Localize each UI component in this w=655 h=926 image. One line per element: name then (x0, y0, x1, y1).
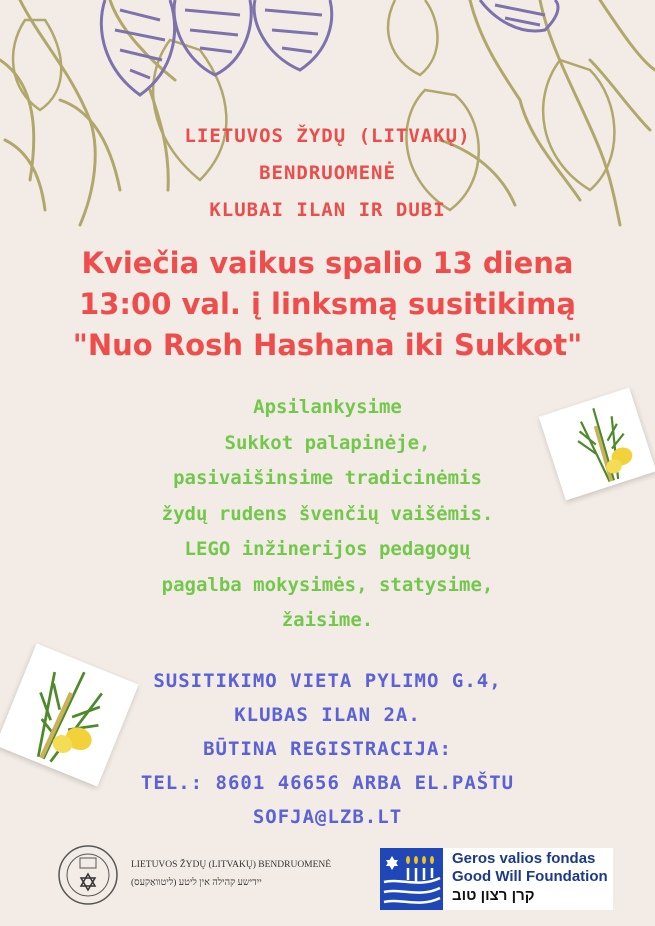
organization-header (0, 118, 655, 229)
community-name-yiddish: ייִדישע קהילה אין ליטע (ליטוואַקעס) (131, 878, 262, 888)
invitation-text (0, 243, 655, 366)
star-of-david-emblem-icon (57, 844, 119, 906)
foundation-name-lt: Geros valios fondas (452, 850, 596, 867)
activities-line-4: žydų rudens švenčių vaišėmis. (161, 502, 494, 525)
invitation-line-event-title: "Nuo Rosh Hashana iki Sukkot" (72, 328, 583, 362)
registration-required: BŪTINA REGISTRACIJA: (203, 738, 452, 760)
menorah-star-logo-icon (380, 848, 443, 910)
foundation-name-he: קרן רצון טוב (452, 887, 535, 904)
invitation-line-date: Kviečia vaikus spalio 13 diena (81, 246, 574, 280)
activities-line-5: LEGO inžinerijos pedagogų (184, 538, 471, 560)
activities-line-7: žaisime. (281, 609, 374, 631)
foundation-name-en: Good Will Foundation (452, 868, 608, 885)
activities-line-2: Sukkot palapinėje, (224, 431, 431, 454)
community-name: LIETUVOS ŽYDŲ (LITVAKŲ) BENDRUOMENĖ (131, 860, 332, 870)
registration-email: SOFJA@LZB.LT (252, 806, 403, 828)
venue-club: KLUBAS ILAN 2A. (234, 704, 421, 726)
venue-and-registration (0, 664, 655, 834)
good-will-foundation-logo-block (380, 848, 613, 910)
header-line-community: BENDRUOMENĖ (259, 162, 396, 184)
activities-line-3: pasivaišinsime tradicinėmis (173, 467, 482, 489)
community-logo-block (57, 842, 357, 906)
activities-line-6: pagalba mokysimės, statysime, (161, 573, 494, 596)
header-line-clubs: KLUBAI ILAN IR DUBI (209, 199, 446, 221)
header-line-organization: LIETUVOS ŽYDŲ (LITVAKŲ) (184, 125, 471, 147)
registration-phone: TEL.: 8601 46656 ARBA EL.PAŠTU (140, 772, 515, 794)
venue-address: SUSITIKIMO VIETA PYLIMO G.4, (153, 670, 502, 692)
invitation-line-time: 13:00 val. į linksmą susitikimą (79, 287, 576, 321)
activities-line-1: Apsilankysime (253, 396, 402, 418)
